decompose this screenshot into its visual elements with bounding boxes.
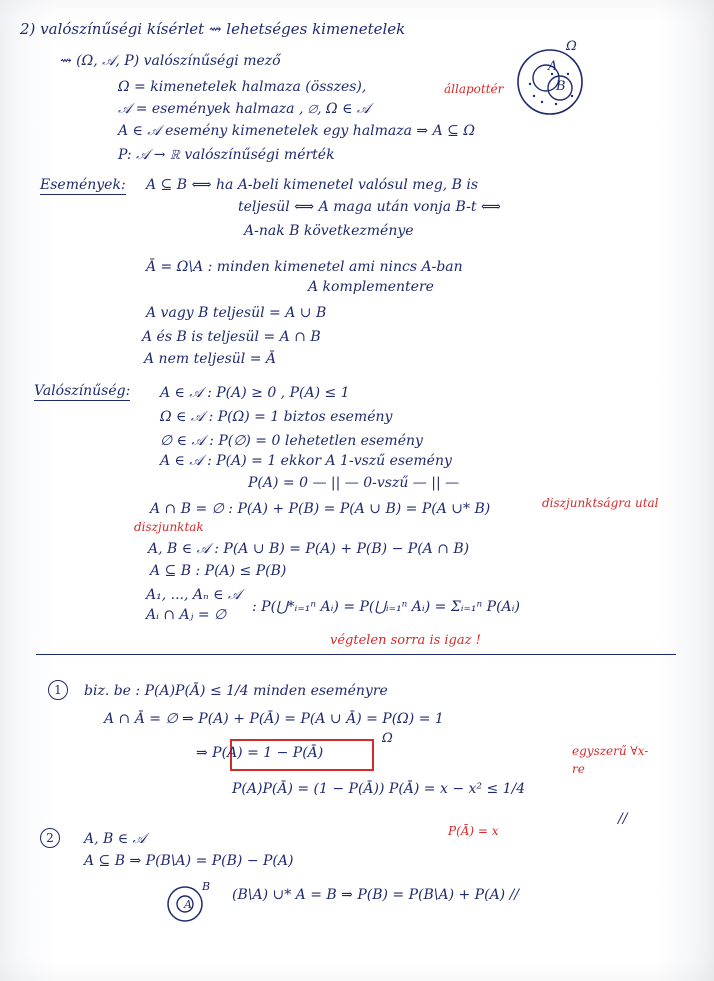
problem-1-number: 1	[48, 680, 68, 700]
events-heading: Események:	[40, 177, 126, 193]
events-definition: 𝒜 = események halmaza , ∅, Ω ∈ 𝒜	[118, 101, 371, 117]
problem-2-proof: (B\A) ∪* A = B ⇒ P(B) = P(B\A) + P(A) //	[232, 887, 520, 903]
problem-2-number: 2	[40, 828, 60, 848]
axiom-bounds: A ∈ 𝒜 : P(A) ≥ 0 , P(A) ≤ 1	[160, 385, 350, 401]
complement-label: A komplementere	[308, 279, 434, 295]
axiom-certain: Ω ∈ 𝒜 : P(Ω) = 1 biztos esemény	[160, 409, 393, 425]
omega-underbrace-label: Ω	[382, 731, 393, 746]
venn-a-label: A	[548, 59, 558, 74]
problem-2-hypothesis-1: A, B ∈ 𝒜	[84, 831, 146, 847]
heading-experiment: 2) valószínűségi kísérlet ⇝ lehetséges kimenetelek	[20, 20, 406, 38]
inclusion-exclusion: A, B ∈ 𝒜 : P(A ∪ B) = P(A) + P(B) − P(A ∩ B)	[148, 541, 470, 557]
infinite-series-note: végtelen sorra is igaz !	[330, 633, 481, 648]
problem-1-statement: biz. be : P(A)P(Ā) ≤ 1/4 minden eseményre	[84, 683, 388, 699]
pairwise-disjoint: Aᵢ ∩ Aⱼ = ∅	[146, 607, 227, 623]
probability-measure-line: P: 𝒜 → ℝ valószínűségi mérték	[118, 147, 335, 163]
simple-annotation: egyszerű ∀x-re	[572, 744, 649, 776]
venn-diagram-omega	[512, 44, 592, 118]
problem-1-step-3: P(A)P(Ā) = (1 − P(Ā)) P(Ā) = x − x² ≤ 1/4	[232, 781, 526, 797]
disjoint-label: diszjunktak	[134, 520, 204, 534]
event-subset-line: A ∈ 𝒜 esemény kimenetelek egy halmaza ⇒ A ⊆ Ω	[118, 123, 475, 139]
state-space-annotation: állapottér	[444, 82, 504, 96]
disjoint-annotation: diszjunktságra utal	[542, 496, 659, 510]
sigma-additivity: : P(⋃*ᵢ₌₁ⁿ Aᵢ) = P(⋃ᵢ₌₁ⁿ Aᵢ) = Σᵢ₌₁ⁿ P(Aᵢ)	[252, 599, 520, 615]
qed-mark-1: //	[618, 811, 628, 827]
venn-omega-label: Ω	[566, 39, 577, 54]
problem-1-step-2: ⇒ P(A) = 1 − P(Ā)	[196, 745, 324, 761]
venn-b-label: B	[556, 79, 566, 94]
prob-one-event: A ∈ 𝒜 : P(A) = 1 ekkor A 1-vszű esemény	[160, 453, 452, 469]
section-divider	[36, 654, 676, 655]
negation-line: A nem teljesül = Ā	[144, 351, 277, 367]
axiom-impossible: ∅ ∈ 𝒜 : P(∅) = 0 lehetetlen esemény	[160, 433, 423, 449]
problem-2-claim: A ⊆ B ⇒ P(B\A) = P(B) − P(A)	[84, 853, 294, 869]
prob-space-line: ⇝ (Ω, 𝒜, P) valószínűségi mező	[60, 53, 281, 69]
probability-heading: Valószínűség:	[34, 383, 131, 399]
event-implication-3: A-nak B következménye	[244, 223, 414, 239]
venn2-a-label: A	[184, 898, 192, 911]
sequence-events: A₁, ..., Aₙ ∈ 𝒜	[146, 587, 242, 603]
disjoint-additivity: A ∩ B = ∅ : P(A) + P(B) = P(A ∪ B) = P(A ∪* B)	[150, 501, 491, 517]
omega-definition: Ω = kimenetelek halmaza (összes),	[118, 79, 367, 95]
complement-line: Ā = Ω\A : minden kimenetel ami nincs A-ban	[146, 259, 463, 275]
event-implication-2: teljesül ⟺ A maga után vonja B-t ⟺	[238, 199, 501, 215]
problem-1-step-1: A ∩ Ā = ∅ ⇒ P(A) + P(Ā) = P(A ∪ Ā) = P(Ω) = 1	[104, 711, 444, 727]
union-line: A vagy B teljesül = A ∪ B	[146, 305, 327, 321]
event-implication-1: A ⊆ B ⟺ ha A-beli kimenetel valósul meg, B is	[146, 177, 479, 193]
prob-zero-event: P(A) = 0 — || — 0-vszű — || —	[248, 475, 460, 491]
substitution-note: P(Ā) = x	[448, 824, 499, 838]
intersection-line: A és B is teljesül = A ∩ B	[142, 329, 321, 345]
venn2-b-label: B	[202, 880, 211, 893]
monotonicity: A ⊆ B : P(A) ≤ P(B)	[150, 563, 287, 579]
